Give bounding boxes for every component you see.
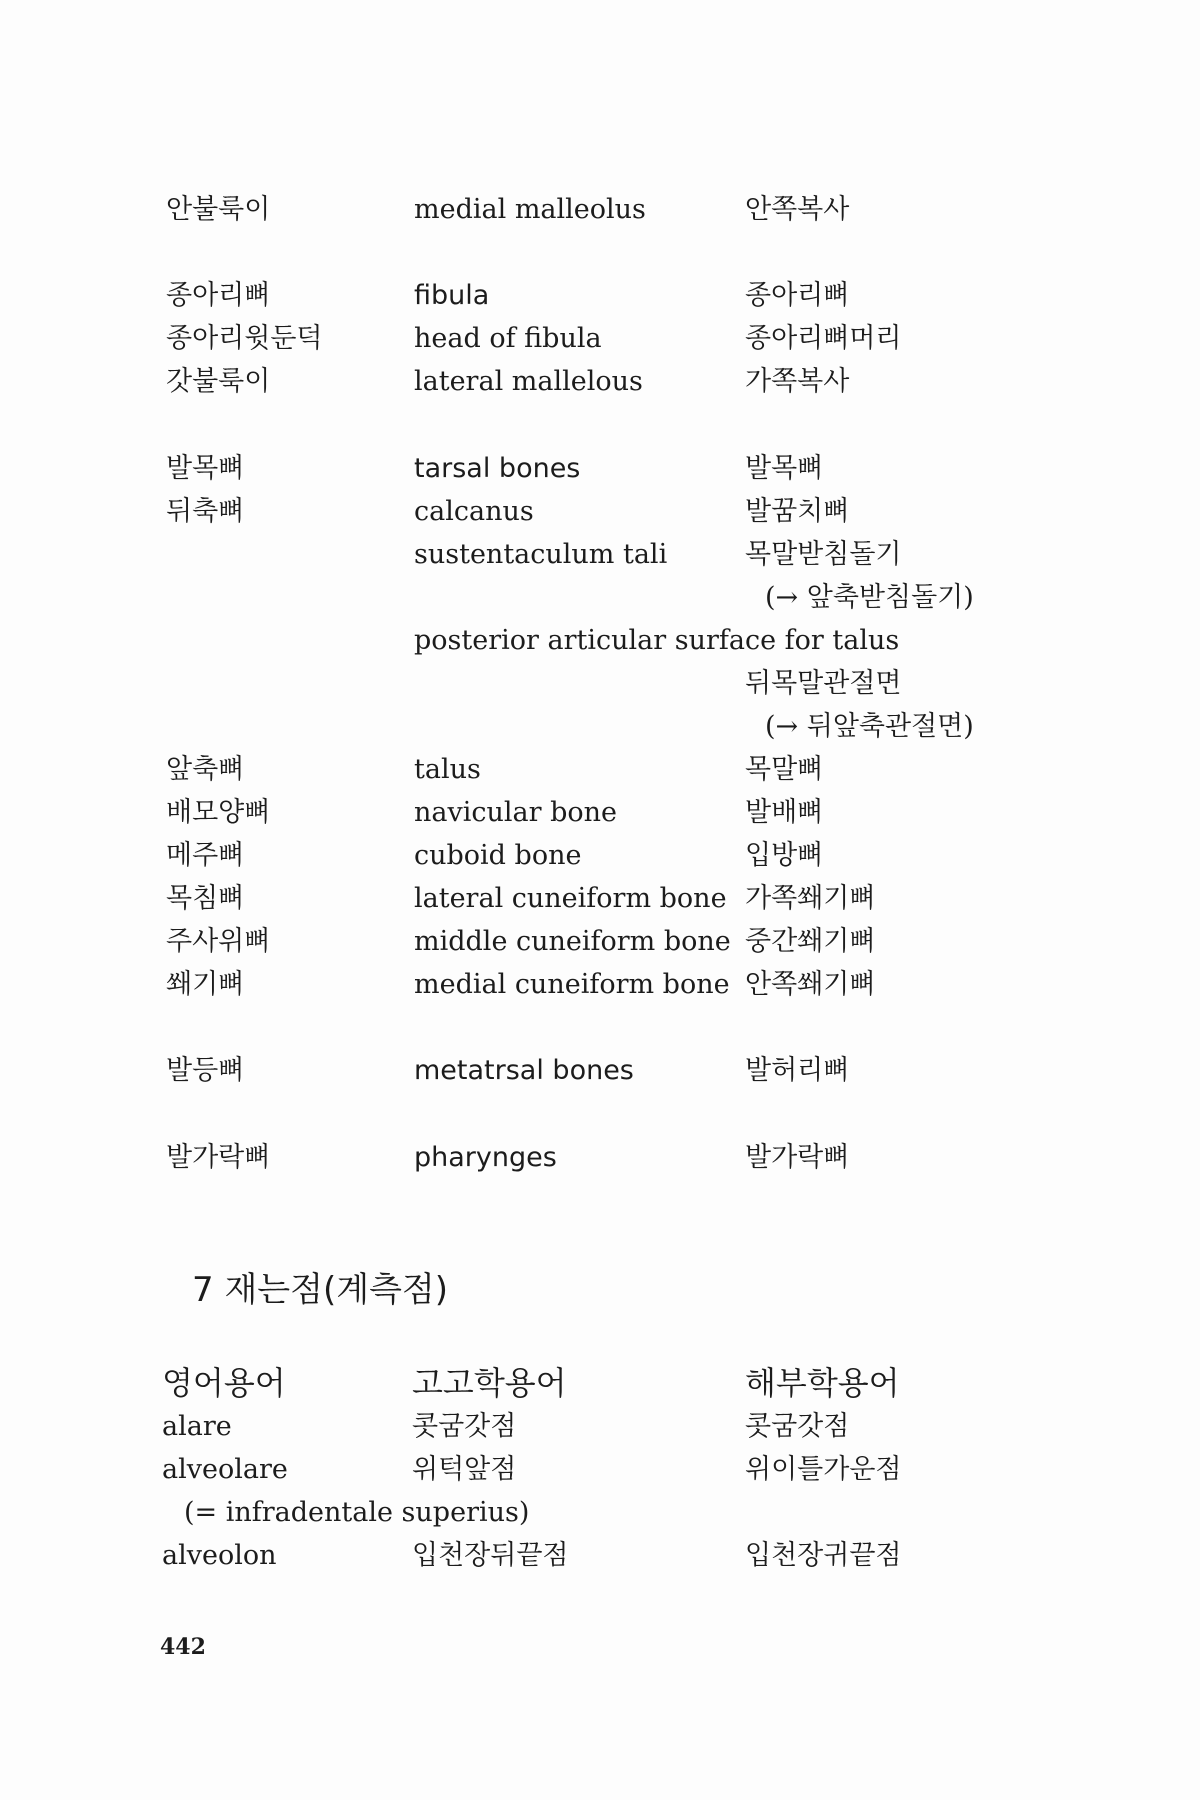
anatomy-term: 콧굼갓점 [745,1411,850,1442]
archaeology-term: 위턱앞점 [412,1454,517,1485]
anatomical-term: 목말받침돌기 [745,539,902,570]
anatomy-term: 위이틀가운점 [745,1454,902,1485]
english-term-note: (= infradentale superius) [184,1497,530,1528]
english-term: talus [414,754,481,785]
english-term: head of fibula [414,323,602,354]
korean-term: 발목뼈 [166,453,245,484]
english-term: lateral cuneiform bone [414,883,727,914]
anatomical-term: 입방뼈 [745,840,824,871]
column-header-archaeology: 고고학용어 [412,1364,567,1402]
anatomical-term: 목말뼈 [745,754,824,785]
anatomical-term: 발허리뼈 [745,1055,850,1086]
korean-term: 발가락뼈 [166,1142,271,1173]
english-term: alare [162,1411,232,1442]
archaeology-term: 콧굼갓점 [412,1411,517,1442]
column-header-english: 영어용어 [162,1364,286,1402]
anatomical-term: 발배뼈 [745,797,824,828]
english-term: middle cuneiform bone [414,926,731,957]
english-term: medial cuneiform bone [414,969,730,1000]
korean-term: 배모양뼈 [166,797,271,828]
anatomy-term: 입천장귀끝점 [745,1540,902,1571]
english-term: calcanus [414,496,534,527]
section-heading: 7 재는점(계측점) [192,1270,449,1310]
korean-term: 주사위뼈 [166,926,271,957]
korean-term: 앞축뼈 [166,754,245,785]
anatomical-term: 발목뼈 [745,453,824,484]
korean-term: 종아리뼈 [166,280,271,311]
anatomical-term: 가쪽쐐기뼈 [745,883,876,914]
korean-term: 안불룩이 [166,194,271,225]
anatomical-term-note: (→ 뒤앞축관절면) [765,711,974,742]
anatomical-term: 중간쐐기뼈 [745,926,876,957]
anatomical-term: 가쪽복사 [745,366,850,397]
english-term: alveolare [162,1454,288,1485]
english-term: posterior articular surface for talus [414,625,900,656]
korean-term: 쐐기뼈 [166,969,245,1000]
korean-term: 종아리윗둔덕 [166,323,323,354]
english-term: cuboid bone [414,840,582,871]
english-term: fibula [414,280,490,311]
english-term: lateral mallelous [414,366,643,397]
anatomical-term: 종아리뼈 [745,280,850,311]
english-term: pharynges [414,1142,557,1173]
korean-term: 메주뼈 [166,840,245,871]
column-header-anatomy: 해부학용어 [745,1364,900,1402]
anatomical-term: 종아리뼈머리 [745,323,902,354]
english-term: medial malleolus [414,194,646,225]
archaeology-term: 입천장뒤끝점 [412,1540,569,1571]
english-term: alveolon [162,1540,277,1571]
anatomical-term-note: (→ 앞축받침돌기) [765,582,974,613]
english-term: metatrsal bones [414,1055,634,1086]
anatomical-term: 뒤목말관절면 [745,668,902,699]
page-number: 442 [160,1634,206,1660]
korean-term: 발등뼈 [166,1055,245,1086]
english-term: tarsal bones [414,453,581,484]
anatomical-term: 발꿈치뼈 [745,496,850,527]
english-term: sustentaculum tali [414,539,668,570]
korean-term: 목침뼈 [166,883,245,914]
korean-term: 뒤축뼈 [166,496,245,527]
anatomical-term: 안쪽쐐기뼈 [745,969,876,1000]
anatomical-term: 발가락뼈 [745,1142,850,1173]
korean-term: 갓불룩이 [166,366,271,397]
english-term: navicular bone [414,797,618,828]
anatomical-term: 안쪽복사 [745,194,850,225]
